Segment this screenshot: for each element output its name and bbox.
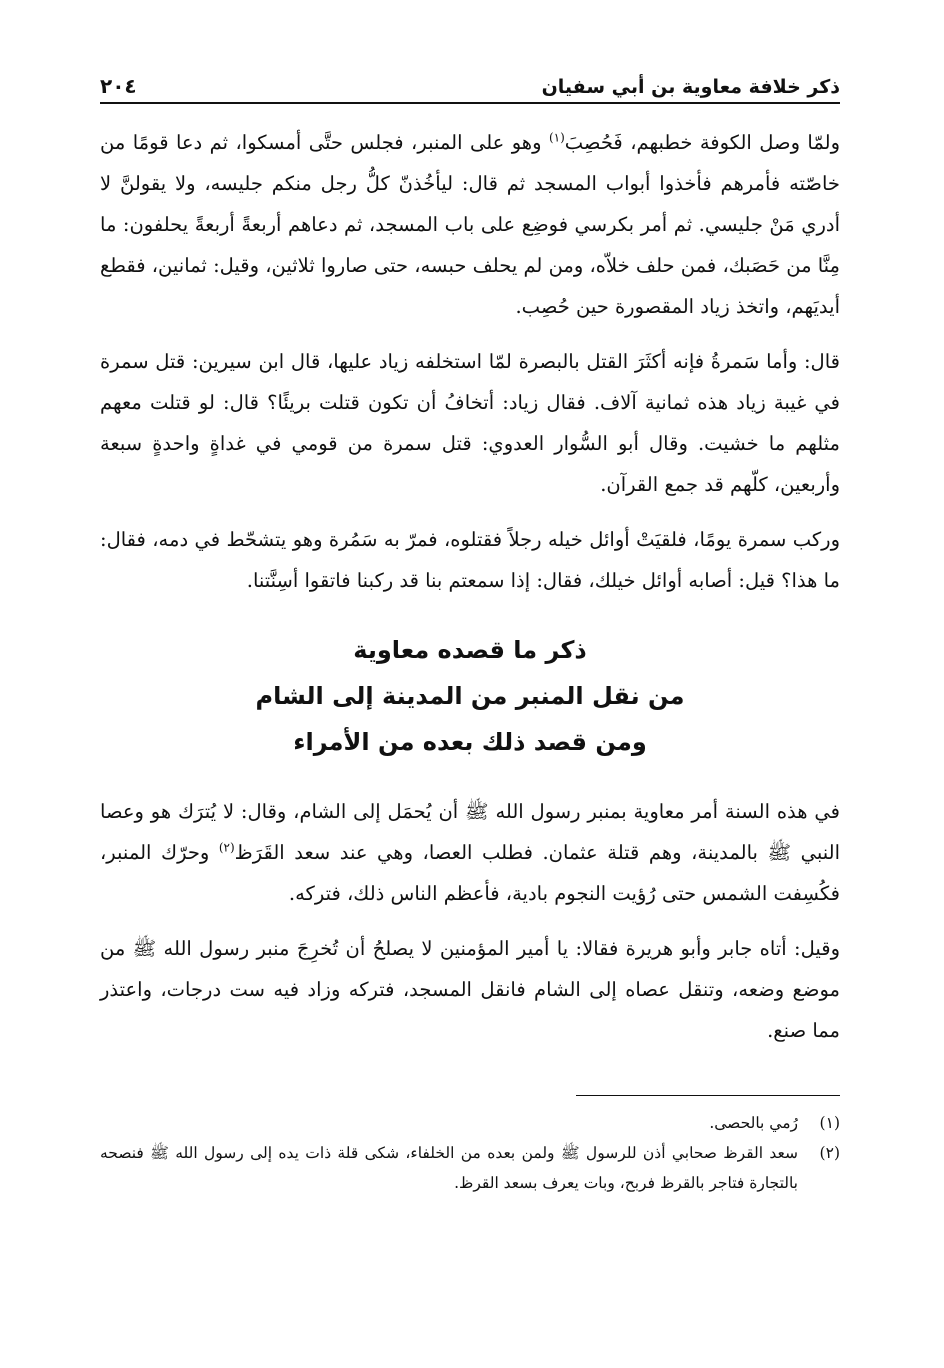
running-title: ذكر خلافة معاوية بن أبي سفيان <box>541 76 840 98</box>
section-heading-line: من نقل المنبر من المدينة إلى الشام <box>255 682 685 710</box>
paragraph-text: قال: وأما سَمرةُ فإنه أكثَرَ القتل بالبصرة لمّا استخلفه زياد عليها، قال ابن سيرين: قتل سمرة في غيبة زياد هذه ثمانية آلاف. فقال زياد: أتخافُ أن تكون قتلت بريئًا؟ قال: لو قتلت معهم مثلهم ما خشيت. وقال أبو السُّوار العدوي: قتل سمرة من قومي في غداةٍ واحدةٍ سبعة وأربعين، كلّهم قد جمع القرآن. <box>100 350 840 496</box>
footnote-text: سعد القرظ صحابي أذن للرسول ﷺ ولمن بعده من الخلفاء، شكى قلة ذات يده إلى رسول الله ﷺ فنصحه بالتجارة فتاجر بالقرظ فربح، وبات يعرف بسعد القرظ. <box>100 1144 798 1192</box>
footnote-text: رُمي بالحصى. <box>709 1114 798 1132</box>
paragraph-samura-ride <box>100 519 840 601</box>
paragraph-text: وقيل: أتاه جابر وأبو هريرة فقالا: يا أمير المؤمنين لا يصلحُ أن تُخرِجَ منبر رسول الله ﷺ من موضع وضعه، وتنقل عصاه إلى الشام فانقل المسجد، فتركه وزاد فيه ست درجات، واعتذر مما صنع. <box>100 937 840 1042</box>
footnote-reference[interactable]: (٢) <box>218 840 235 855</box>
paragraph-kufa-sermon <box>100 122 840 327</box>
paragraph-minbar-order <box>100 791 840 914</box>
page-number: ٢٠٤ <box>100 74 137 98</box>
body-text <box>100 122 840 1051</box>
footnotes <box>100 1108 840 1198</box>
footnote-divider <box>576 1095 840 1096</box>
book-page <box>100 68 840 1348</box>
footnote-item <box>100 1138 840 1198</box>
paragraph-text: وهو على المنبر، فجلس حتَّى أمسكوا، ثم دعا قومًا من خاصّته فأمرهم فأخذوا أبواب المسجد ثم قال: ليأخُذنّ كلُّ رجل منكم جليسه، ولا يقولنَّ لا أدري مَنْ جليسي. ثم أمر بكرسي فوضِع على باب المسجد، ثم دعاهم أربعةً أربعةً يحلفون: ما مِنَّا من حَصَبك، فمن حلف خلاّه، ومن لم يحلف حبسه، حتى صاروا ثلاثين، وقيل: ثمانين، فقطع أيديَهم، واتخذ زياد المقصورة حين حُصِب. <box>100 131 840 318</box>
paragraph-text: وحرّك المنبر، فكُسِفت الشمس حتى رُؤيت النجوم بادية، فأعظم الناس ذلك، فتركه. <box>100 841 840 905</box>
section-heading-line: ذكر ما قصده معاوية <box>353 636 587 664</box>
footnote-number: (٢) <box>819 1144 840 1162</box>
footnote-item <box>100 1108 840 1138</box>
footnote-number: (١) <box>819 1114 840 1132</box>
paragraph-text: في هذه السنة أمر معاوية بمنبر رسول الله ﷺ أن يُحمَل إلى الشام، وقال: لا يُترَك هو وعصا النبي ﷺ بالمدينة، وهم قتلة عثمان. فطلب العصا، وهي عند سعد القَرَظ <box>100 800 840 864</box>
running-header <box>100 68 840 104</box>
paragraph-text: وركب سمرة يومًا، فلقيَتْ أوائل خيله رجلاً فقتلوه، فمرّ به سَمُرة وهو يتشحّط في دمه، فقال: ما هذا؟ قيل: أصابه أوائل خيلك، فقال: إذا سمعتم بنا قد ركبنا فاتقوا أسِنَّتنا. <box>100 528 840 592</box>
paragraph-jabir-abu-huraira <box>100 928 840 1051</box>
footnote-reference[interactable]: (١) <box>548 130 565 145</box>
paragraph-samura-basra <box>100 341 840 505</box>
section-heading <box>100 627 840 765</box>
paragraph-text: ولمّا وصل الكوفة خطبهم، فَحُصِبَ <box>564 131 840 154</box>
section-heading-line: ومن قصد ذلك بعده من الأمراء <box>293 728 647 756</box>
